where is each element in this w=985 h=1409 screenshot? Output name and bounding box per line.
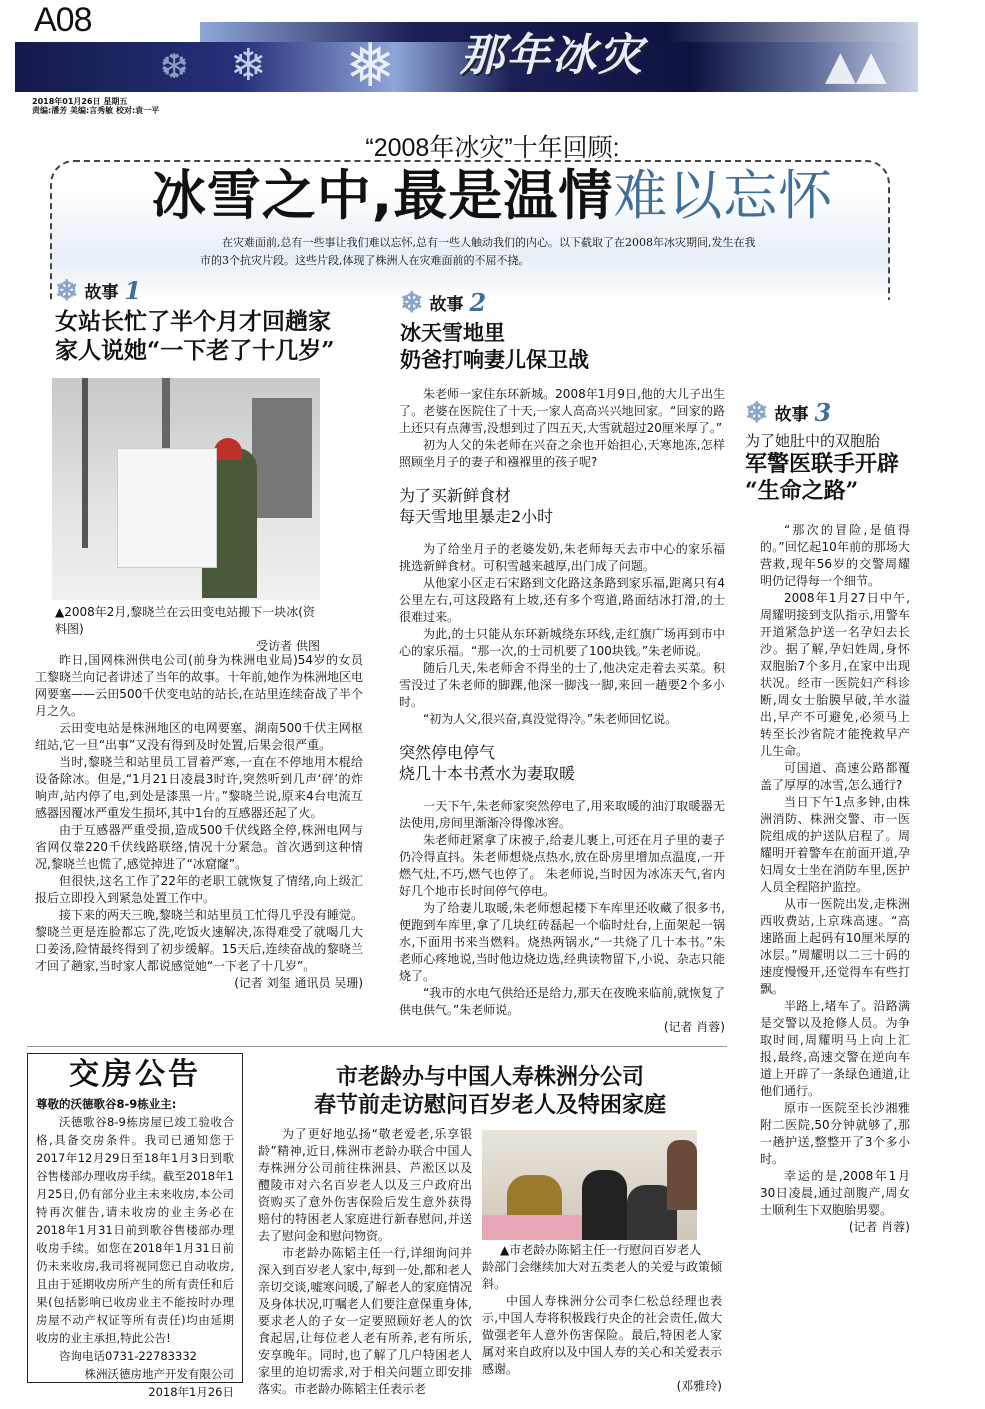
snowflake-icon: ❅ — [345, 42, 396, 92]
housing-notice-ad — [27, 1053, 243, 1399]
paragraph: 为了给妻儿取暖,朱老师想起楼下车库里还收藏了很多书,便跑到车库里,拿了几块红砖磊起一个临时灶台,上面架起一锅水,下面用书来当燃料。烧热两锅水,“一共烧了几十本书。”朱老师心疼地说,当时他边烧边选,经典读物留下,小说、杂志只能烧了。 — [399, 901, 725, 983]
paragraph: 市老龄办陈韬主任一行,详细询问并深入到百岁老人家中,每到一处,都和老人亲切交谈,嘘寒问暖,了解老人的家庭情况及身体状况,叮嘱老人们要注意保重身体,要求老人的子女一定要照顾好老人的饮食起居,让每位老人老有所养,老有所乐,安享晚年。同时,也了解了几户特困老人家里的迫切需求,对于相关问题立即安排落实。市老龄办陈韬主任表示老 — [258, 1246, 472, 1396]
section-divider — [27, 1046, 727, 1047]
section-title: 那年冰灾 — [460, 30, 644, 81]
paragraph: “初为人父,很兴奋,真没觉得冷。”朱老师回忆说。 — [423, 712, 678, 726]
headline-line: 春节前走访慰问百岁老人及特困家庭 — [313, 1093, 666, 1118]
headline-line: 冰天雪地里 — [400, 320, 505, 345]
byline: (记者 肖蓉) — [848, 1220, 910, 1234]
paragraph: 为了更好地弘扬“敬老爱老,乐享银龄”精神,近日,株洲市老龄办联合中国人寿株洲分公司前往株洲县、芦淞区以及醴陵市对六名百岁老人以及三户政府出资购买了意外伤害保险后发生意外获得赔付的特困老人家庭进行新春慰问,并送去了慰问金和慰问物资。 — [258, 1127, 472, 1243]
headline-accent: 难以忘怀 — [613, 164, 834, 227]
article-body-right — [482, 1242, 722, 1395]
paragraph: 云田变电站是株洲地区的电网要塞、湖南500千伏主网枢纽站,它一旦“出事”又没有得到及时处置,后果会很严重。 — [35, 721, 363, 752]
paragraph: 龄部门会继续加大对五类老人的关爱与政策倾斜。 — [482, 1260, 723, 1291]
paragraph: 随后几天,朱老师舍不得坐的士了,他决定走着去买菜。积雪没过了朱老师的脚踝,他深一脚浅一脚,来回一趟要2个多小时。 — [399, 661, 725, 709]
paragraph: 接下来的两天三晚,黎晓兰和站里员工忙得几乎没有睡觉。黎晓兰更是连脸都忘了洗,吃饭火速解决,冻得难受了就喝几大口姜汤,险情最终得到了初步缓解。15天后,连续奋战的黎晓兰才回了趟家,当时家人都说感觉她“一下老了十几岁”。 — [35, 908, 363, 973]
story-headline — [400, 319, 730, 373]
paragraph: 朱老师一家住东环新城。2008年1月9日,他的大儿子出生了。老婆在医院住了十天,一家人高高兴兴地回家。“回家的路上还只有点薄雪,没想到过了四五天,大雪就超过20厘米厚了。” — [399, 387, 725, 435]
article-body-left — [258, 1126, 472, 1398]
paragraph: 一天下午,朱老师家突然停电了,用来取暖的油汀取暖器无法使用,房间里渐渐冷得像冰窖。 — [399, 799, 725, 830]
snowflake-icon: ❄ — [55, 273, 79, 307]
paragraph: 昨日,国网株洲供电公司(前身为株洲电业局)54岁的女员工黎晓兰向记者讲述了当年的故事。十年前,她作为株洲地区电网要塞——云田500千伏变电站的站长,在站里连续奋战了半个月之久。 — [35, 653, 363, 718]
photo-credit: 受访者 供图 — [256, 639, 320, 653]
story-tag — [400, 285, 730, 319]
paragraph: 原市一医院至长沙湘雅附二医院,50分钟就够了,那一趟护送,整整开了3个多小时。 — [760, 1101, 910, 1166]
paragraph: 从他家小区走石宋路到文化路这条路到家乐福,距离只有4公里左右,可这段路有上坡,还有多个弯道,路面结冰打滑,的士很难过来。 — [399, 576, 725, 624]
paragraph: 当时,黎晓兰和站里员工冒着严寒,一直在不停地用木棍给设备除冰。但是,“1月21日凌晨3时许,突然听到几声‘砰’的炸响声,站内停了电,到处是漆黑一片。”黎晓兰说,原来4台电流互感器因覆冰严重发生损坏,其中1台的互感器还起了火。 — [35, 755, 363, 820]
editor-credits: 责编:潘芳 美编:言秀敏 校对:袁一平 — [32, 106, 160, 115]
story-number: 3 — [814, 398, 832, 427]
headline-line: 女站长忙了半个月才回趟家 — [55, 308, 331, 335]
paragraph: 但很快,这名工作了22年的老职工就恢复了情绪,向上级汇报后立即投入到紧急处置工作中。 — [35, 874, 363, 905]
ad-date: 2018年1月26日 — [148, 1385, 234, 1399]
subheading — [399, 485, 725, 527]
photo-visit-elderly — [482, 1130, 697, 1240]
story-tag — [745, 395, 925, 429]
headline-line: 市老龄办与中国人寿株洲分公司 — [335, 1065, 644, 1090]
ad-body: 沃德歌谷8-9栋房屋已竣工验收合格,具备交房条件。我司已通知您于2017年12月29日至18年1月3日到歌谷售楼部办理收房手续。截至2018年1月25日,仍有部分业主未来收房,本公司特再次催告,请未收房的业主务必在2018年1月31日前到歌谷售楼部办理收房手续。如您在2018年1月31日前仍未来收房,我司将视同您已自动收房,且由于延期收房所产生的所有责任和后果(包括影响已收房业主不能按时办理房屋不动产权证等所有责任)均由延期收房的业主承担,特此公告! — [36, 1115, 234, 1345]
story-tag — [55, 273, 385, 307]
paragraph: 可国道、高速公路都覆盖了厚厚的冰雪,怎么通行? — [760, 761, 910, 792]
ad-phone: 咨询电话0731-22783332 — [59, 1349, 197, 1363]
headline-line: “生命之路” — [745, 478, 859, 504]
paragraph: 为此,的士只能从东环新城绕东环线,走红旗广场再到市中心的家乐福。“那一次,的士司机要了100块钱。”朱老师说。 — [399, 627, 725, 658]
story-3 — [745, 395, 925, 505]
paragraph: “我市的水电气供给还是给力,那天在夜晚来临前,就恢复了供电供气。”朱老师说。 — [399, 986, 725, 1017]
article-headline — [255, 1064, 725, 1120]
paragraph: 2008年1月27日中午,周耀明接到支队指示,用警车开道紧急护送一名孕妇去长沙。据了解,孕妇姓周,身怀双胞胎7个多月,在家中出现状况。经市一医院妇产科诊断,周女士胎膜早破,羊水溢出,早产不可避免,必须马上转至长沙省院才能挽救早产儿生命。 — [760, 591, 910, 758]
story-number: 2 — [469, 288, 487, 317]
story-2 — [400, 285, 730, 373]
paragraph: 从市一医院出发,走株洲西收费站,上京珠高速。“高速路面上起码有10厘米厚的冰层。”周耀明以二三十码的速度慢慢开,还觉得车有些打飘。 — [760, 897, 910, 996]
paragraph: 为了给坐月子的老婆发奶,朱老师每天去市中心的家乐福挑选新鲜食材。可积雪越来越厚,出门成了问题。 — [399, 542, 725, 573]
ad-title: 交房公告 — [69, 1057, 201, 1092]
story-1-body — [35, 652, 363, 992]
paragraph: “那次的冒险,是值得的。”回忆起10年前的那场大营救,现年56岁的交警周耀明仍记得每一个细节。 — [760, 523, 910, 588]
feature-headline — [0, 165, 985, 227]
story-tag-label: 故事 — [774, 405, 809, 425]
page-number: A08 — [30, 0, 96, 40]
headline-line: 家人说她“一下老了十几岁” — [55, 337, 335, 364]
snow-trees-image: ▲▲ — [825, 43, 887, 89]
subheading — [399, 742, 725, 784]
subheading-line: 突然停电停气 — [399, 743, 496, 762]
paragraph: 当日下午1点多钟,由株洲消防、株洲交警、市一医院组成的护送队启程了。周耀明开着警车在前面开道,孕妇周女士坐在消防车里,医护人员全程陪护监控。 — [760, 795, 910, 894]
paragraph: 幸运的是,2008年1月30日凌晨,通过剖腹产,周女士顺利生下双胞胎男婴。 — [760, 1169, 910, 1217]
snowflake-icon: ❆ — [160, 47, 189, 87]
headline-line: 奶爸打响妻儿保卫战 — [400, 347, 589, 372]
photo-substation-ice — [52, 378, 320, 600]
snowflake-icon: ❄ — [230, 42, 267, 91]
story-subheadline: 为了她肚中的双胞胎 — [745, 432, 881, 450]
story-headline — [745, 451, 925, 505]
headline-main: 冰雪之中,最是温情 — [151, 164, 614, 227]
photo-caption: ▲市老龄办陈韬主任一行慰问百岁老人 — [500, 1243, 702, 1257]
caption-text: ▲2008年2月,黎晓兰在云田变电站搬下一块冰(资料图) — [55, 605, 315, 636]
dateline — [32, 97, 159, 115]
story-headline — [55, 307, 385, 365]
paragraph: 半路上,堵车了。沿路满是交警以及抢修人员。为争取时间,周耀明马上向上汇报,最终,高速交警在逆向车道上开辟了一条绿色通道,让他们通行。 — [760, 999, 910, 1098]
byline: (记者 肖蓉) — [663, 1020, 725, 1034]
ad-company: 株洲沃德房地产开发有限公司 — [84, 1367, 234, 1381]
paragraph: 由于互感器严重受损,造成500千伏线路全停,株洲电网与省网仅靠220千伏线路联络,情况十分紧急。首次遇到这种情况,黎晓兰也慌了,感觉掉进了“冰窟窿”。 — [35, 823, 363, 871]
snowflake-icon: ❄ — [745, 395, 769, 429]
subheading-line: 为了买新鲜食材 — [399, 486, 512, 505]
story-1 — [55, 273, 385, 365]
paragraph: 中国人寿株洲分公司李仁松总经理也表示,中国人寿将积极践行央企的社会责任,做大做强老年人意外伤害保险。最后,特困老人家属对来自政府以及中国人寿的关心和关爱表示感谢。 — [482, 1294, 723, 1376]
paragraph: 初为人父的朱老师在兴奋之余也开始担心,天寒地冻,怎样照顾坐月子的妻子和襁褓里的孩子呢? — [399, 438, 725, 469]
feature-intro: 在灾难面前,总有一些事让我们难以忘怀,总有一些人触动我们的内心。以下截取了在2008年冰灾期间,发生在我市的3个抗灾片段。这些片段,体现了株洲人在灾难面前的不屈不挠。 — [200, 236, 756, 267]
subheading-line: 每天雪地里暴走2小时 — [399, 507, 554, 526]
story-3-body — [760, 522, 910, 1236]
feature-kicker: “2008年冰灾”十年回顾: — [365, 134, 620, 162]
subheading-line: 烧几十本书煮水为妻取暖 — [399, 764, 576, 783]
photo-caption — [55, 604, 320, 655]
story-number: 1 — [124, 276, 142, 305]
issue-date: 2018年01月26日 星期五 — [32, 97, 128, 106]
ad-salutation: 尊敬的沃德歌谷8-9栋业主: — [36, 1097, 177, 1111]
paragraph: 朱老师赶紧拿了床被子,给妻儿裹上,可还在月子里的妻子仍冷得直抖。朱老师想烧点热水,放在卧房里增加点温度,一开燃气灶,不巧,燃气也停了。 朱老师说,当时因为冰冻天气,省内好几个地市长时间停气停电。 — [399, 833, 725, 898]
story-tag-label: 故事 — [84, 283, 119, 303]
byline: (记者 刘玺 通讯员 吴珊) — [234, 976, 363, 990]
headline-line: 军警医联手开辟 — [745, 451, 900, 477]
story-tag-label: 故事 — [429, 295, 464, 315]
byline: (邓雅玲) — [676, 1379, 722, 1393]
story-2-body — [399, 386, 725, 1036]
snowflake-icon: ❄ — [400, 285, 424, 319]
